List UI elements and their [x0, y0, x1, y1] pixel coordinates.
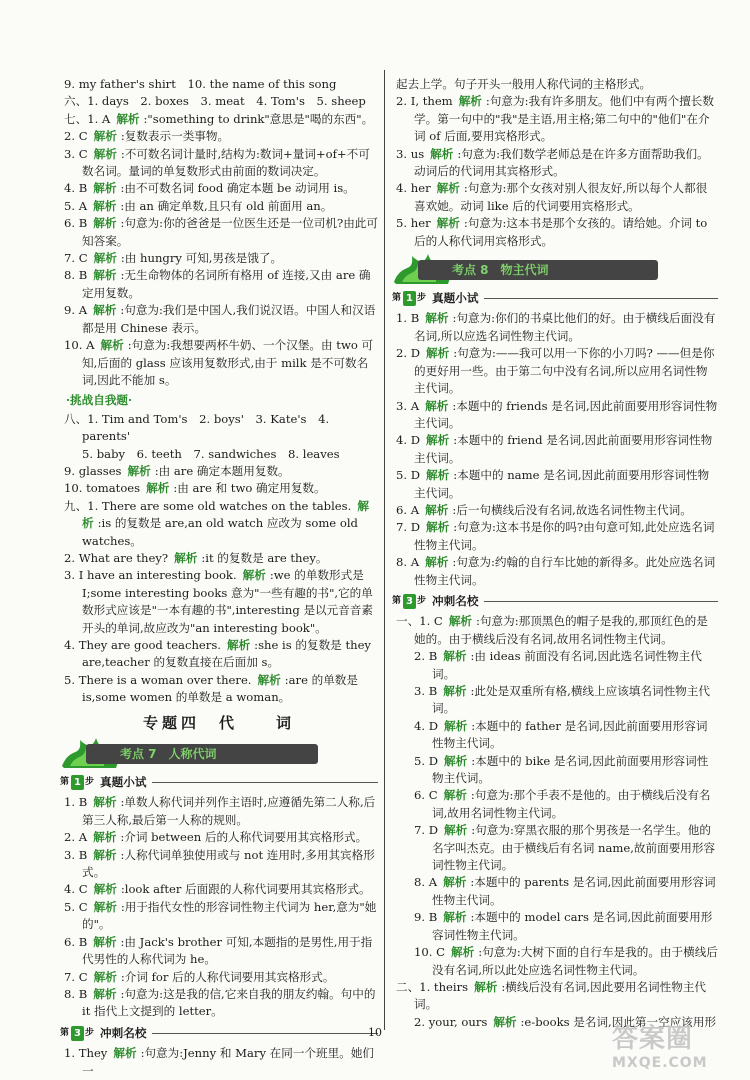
answer-entry	[60, 567, 378, 637]
explanation-text: :由 Jack's brother 可知,本题指的是男性,用于指代男性的人称代词为 he。	[82, 934, 373, 967]
keyword-label: 解析	[242, 568, 266, 583]
answer-number: 七、1. A	[64, 111, 111, 126]
answer-entry	[392, 874, 718, 909]
answer-number: 8. A	[414, 875, 438, 890]
answer-entry	[392, 146, 718, 181]
keyword-label: 解析	[436, 181, 460, 196]
explanation-text: :介词 between 后的人称代词要用其宾格形式。	[120, 830, 368, 845]
explanation-text: :句意为:我们是中国人,我们说汉语。中国人和汉语都是用 Chinese 表示。	[82, 303, 376, 335]
answer-number: 2. B	[414, 649, 438, 664]
answer-number: 9. A	[64, 303, 88, 318]
answer-entry	[392, 753, 718, 788]
answer-number: 一、1. C	[396, 614, 443, 629]
answer-entry	[60, 463, 378, 480]
explanation-text: :由 an 确定单数,且只有 old 前面用 an。	[120, 198, 333, 213]
step-label: 冲刺名校	[100, 1025, 147, 1040]
explanation-text: :句意为:你们的书桌比他们的好。由于横线后面没有名词,所以应选名词性物主代词。	[414, 311, 716, 343]
explanation-text: :由 are 和 two 确定用复数。	[173, 481, 326, 496]
answer-entry	[392, 345, 718, 397]
answer-number: 2. your, ours	[414, 1014, 488, 1029]
answer-number: 3. B	[414, 684, 438, 698]
banner-kaodian-7	[60, 736, 378, 770]
step-3-heading: 第 3 步 冲刺名校	[392, 593, 718, 610]
keyword-label: 解析	[226, 638, 251, 652]
answer-number: 4. C	[64, 882, 88, 897]
answer-entry	[60, 215, 378, 250]
explanation-text: :句意为:大树下面的自行车是我的。由于横线后没有名词,所以此处应选名词性物主代词。	[432, 945, 718, 977]
explanation-text: :由 ideas 前面没有名词,因此选名词性物主代词。	[432, 649, 702, 681]
keyword-label: 解析	[444, 753, 468, 768]
answer-entry	[60, 180, 378, 197]
answer-entry	[60, 480, 378, 497]
keyword-label: 解析	[426, 346, 450, 361]
keyword-label: 解析	[93, 830, 117, 845]
explanation-text: :句意为:约翰的自行车比她的新得多。此处应选名词性物主代词。	[414, 555, 716, 587]
answer-entry	[392, 467, 718, 502]
answer-number: 6. B	[64, 934, 88, 949]
step-label: 真题小试	[432, 291, 479, 306]
answer-number: 3. us	[396, 146, 425, 161]
step-1-heading: 第 1 步 真题小试	[392, 290, 718, 307]
keyword-label: 解析	[93, 216, 117, 231]
answer-number: 二、1. theirs	[396, 979, 469, 994]
answer-number: 2. I, them	[396, 94, 453, 109]
keyword-label: 解析	[444, 718, 468, 733]
answer-number: 5. There is a woman over there.	[64, 672, 252, 687]
answer-number: 7. C	[64, 969, 88, 984]
answer-number: 5. her	[396, 216, 431, 231]
explanation-text: :本题中的 model cars 是名词,因此前面要用形容词性物主代词。	[432, 910, 713, 942]
keyword-label: 解析	[93, 847, 117, 862]
keyword-label: 解析	[127, 463, 151, 478]
keyword-label: 解析	[82, 498, 369, 531]
keyword-label: 解析	[425, 555, 449, 570]
answer-entry	[392, 718, 718, 753]
keyword-label: 解析	[93, 181, 117, 196]
answer-number: 4. her	[396, 181, 431, 196]
explanation-text: :本题中的 friends 是名词,因此前面要用形容词性物主代词。	[414, 398, 718, 430]
keyword-label: 解析	[426, 520, 450, 535]
answer-entry	[392, 909, 718, 944]
answer-number: 3. C	[64, 146, 88, 161]
keyword-label: 解析	[93, 146, 117, 161]
explanation-text: :无生命物体的名词所有格用 of 连接,又由 are 确定用复数。	[82, 268, 371, 300]
explanation-text: :本题中的 friend 是名词,因此前面要用形容词性物主代词。	[414, 433, 713, 465]
answer-entry	[60, 302, 378, 337]
answer-line: 9. my father's shirt 10. the name of this song	[64, 77, 337, 91]
step-1-heading: 第 1 步 真题小试	[60, 774, 378, 791]
answer-number: 4. D	[414, 718, 439, 733]
answer-entry	[392, 554, 718, 589]
keyword-label: 解析	[257, 672, 281, 687]
answer-number: 5. A	[64, 198, 88, 213]
answer-entry	[60, 881, 378, 898]
step-number: 1	[403, 291, 416, 306]
step-number: 3	[71, 1026, 84, 1041]
answer-entry	[60, 267, 378, 302]
step-number: 3	[403, 594, 416, 609]
answer-number: 8. B	[64, 986, 88, 1001]
explanation-text: :不可数名词计量时,结构为:数词+量词+of+不可数名词。量词的单复数形式由前面的数词决定。	[82, 146, 370, 179]
answer-number: 4. D	[396, 433, 421, 448]
section-seven	[60, 111, 378, 390]
keyword-label: 解析	[474, 979, 498, 994]
keyword-label: 解析	[93, 934, 117, 949]
explanation-text: :句意为:我有许多朋友。他们中有两个擅长数学。第一句中的"我"是主语,用主格;第二句中的"他们"在介词 of 后面,要用宾格形式。	[414, 94, 714, 144]
keyword-label: 解析	[93, 795, 117, 810]
explanation-text: :句意为:Jenny 和 Mary 在同一个班里。她们一	[82, 1046, 375, 1078]
explanation-text: :本题中的 bike 是名词,因此前面要用形容词性物主代词。	[432, 753, 709, 786]
answer-entry	[392, 310, 718, 345]
keyword-label: 解析	[443, 684, 467, 698]
explanation-text: :此处是双重所有格,横线上应该填名词性物主代词。	[432, 684, 710, 716]
answer-number: 1. B	[64, 795, 88, 810]
step-number: 1	[71, 775, 84, 790]
answer-number: 2. A	[64, 830, 88, 845]
topic-title: 专题四 代 词	[142, 713, 295, 732]
answer-number: 2. What are they?	[64, 550, 169, 565]
banner-kaodian-8	[392, 252, 718, 286]
explanation-text: :横线后没有名词,因此要用名词性物主代词。	[414, 979, 707, 1012]
explanation-text: :人称代词单独使用或与 not 连用时,多用其宾格形式。	[82, 847, 375, 880]
answer-number: 2. C	[64, 129, 88, 144]
explanation-text: :复数表示一类事物。	[120, 129, 230, 144]
explanation-text: :is 的复数是 are,an old watch 应改为 some old watches。	[82, 516, 358, 548]
answer-entry	[392, 93, 718, 145]
explanation-text: :look after 后面跟的人称代词要用其宾格形式。	[120, 882, 371, 897]
answer-number: 6. C	[414, 788, 438, 803]
keyword-label: 解析	[443, 910, 467, 925]
answer-entry	[392, 519, 718, 554]
answer-line: 六、1. days 2. boxes 3. meat 4. Tom's 5. sheep	[64, 94, 366, 109]
explanation-text: :句意为:这本书是那个女孩的。请给她。介词 to 后的人称代词用宾格形式。	[414, 216, 708, 248]
answer-entry	[392, 822, 718, 874]
keyword-label: 解析	[146, 481, 170, 496]
explanation-text: :句意为:我想要两杯牛奶、一个汉堡。由 two 可知,后面的 glass 应该用复数形式,由于 milk 是不可数名词,因此不能加 s。	[82, 338, 374, 387]
answer-number: 9. glasses	[64, 463, 122, 478]
keyword-label: 解析	[448, 614, 473, 629]
watermark-logo: 答案圈 MXQE.COM	[612, 1024, 708, 1071]
answer-entry	[60, 146, 378, 181]
answer-number: 5. D	[396, 468, 421, 483]
keyword-label: 解析	[100, 338, 124, 353]
answer-number: 6. A	[396, 502, 420, 517]
answer-number: 10. tomatoes	[64, 481, 141, 496]
answer-number: 九、1. There are some old watches on the tables.	[64, 498, 352, 513]
section-nine	[60, 498, 378, 707]
answer-entry	[392, 215, 718, 250]
answer-entry	[60, 672, 378, 707]
explanation-text: :由 are 确定本题用复数。	[154, 463, 290, 478]
explanation-text: :本题中的 father 是名词,因此前面要用形容词性物主代词。	[432, 718, 708, 751]
keyword-label: 解析	[443, 788, 467, 803]
explanation-text: :本题中的 parents 是名词,因此前面要用形容词性物主代词。	[432, 875, 716, 907]
answer-entry	[60, 337, 378, 389]
explanation-text: :句意为:那个女孩对别人很友好,所以每个人都很喜欢她。动词 like 后的代词要用宾格形式。	[414, 181, 708, 213]
carry-line: 起去上学。句子开头一般用人称代词的主格形式。	[396, 77, 652, 91]
keyword-label: 解析	[444, 823, 468, 838]
keyword-label: 解析	[443, 649, 467, 664]
answer-entry	[60, 794, 378, 829]
keyword-label: 解析	[430, 146, 454, 161]
answer-number: 6. B	[64, 216, 88, 231]
explanation-text: :句意为:我们数学老师总是在许多方面帮助我们。动词后的代词用其宾格形式。	[414, 146, 709, 179]
keyword-label: 解析	[425, 398, 449, 413]
keyword-label: 解析	[426, 433, 450, 448]
answer-number: 4. They are good teachers.	[64, 638, 221, 652]
keyword-label: 解析	[451, 945, 475, 960]
answer-entry	[60, 969, 378, 986]
answer-number: 7. D	[414, 823, 439, 838]
explanation-text: :句意为:你的爸爸是一位医生还是一位司机?由此可知答案。	[82, 216, 378, 248]
page-number: 10	[368, 1026, 382, 1039]
answer-number: 10. A	[64, 338, 95, 353]
explanation-text: :本题中的 name 是名词,因此前面要用形容词性物主代词。	[414, 468, 710, 500]
right-s3-items	[392, 613, 718, 1031]
section-eight-b	[60, 463, 378, 498]
explanation-text: :it 的复数是 are they。	[201, 550, 328, 565]
answer-entry	[392, 683, 718, 718]
answer-number: 2. D	[396, 346, 421, 361]
keyword-label: 解析	[443, 875, 467, 890]
answer-entry	[60, 498, 378, 550]
answer-number: 7. D	[396, 520, 421, 535]
answer-number: 1. B	[396, 311, 420, 326]
explanation-text: :介词 for 后的人称代词要用其宾格形式。	[120, 969, 335, 984]
keyword-label: 解析	[426, 468, 450, 483]
explanation-text: :句意为:穿黑衣服的那个男孩是一名学生。他的名字叫杰克。由于横线后有名词 name,故前面要用形容词性物主代词。	[432, 823, 716, 873]
explanation-text: :单数人称代词并列作主语时,应遵循先第二人称,后第三人称,最后第一人称的规则。	[82, 795, 376, 827]
answer-entry	[392, 432, 718, 467]
step-label: 冲刺名校	[432, 593, 479, 608]
answer-entry	[60, 899, 378, 934]
right-items	[392, 93, 718, 250]
answer-number: 7. C	[64, 251, 88, 266]
answer-entry	[392, 979, 718, 1014]
answer-line: 5. baby 6. teeth 7. sandwiches 8. leaves	[82, 446, 340, 461]
answer-entry	[60, 550, 378, 567]
keyword-label: 解析	[174, 550, 198, 565]
answer-entry	[60, 829, 378, 846]
keyword-label: 解析	[113, 1046, 137, 1061]
answer-number: 1. They	[64, 1046, 108, 1061]
answer-entry	[60, 111, 378, 128]
answer-entry	[60, 847, 378, 882]
answer-line: 八、1. Tim and Tom's 2. boys' 3. Kate's 4. parents'	[64, 411, 330, 444]
keyword-label: 解析	[93, 986, 117, 1001]
answer-entry	[392, 648, 718, 683]
explanation-text: :句意为:那个手表不是他的。由于横线后没有名词,故用名词性物主代词。	[432, 788, 711, 820]
keyword-label: 解析	[93, 129, 117, 144]
answer-number: 8. B	[64, 268, 88, 283]
explanation-text: :后一句横线后没有名词,故选名词性物主代词。	[452, 502, 692, 517]
keyword-label: 解析	[116, 111, 140, 126]
column-divider	[384, 70, 385, 1030]
left-s1-items	[60, 794, 378, 1020]
keyword-label: 解析	[93, 969, 117, 984]
keyword-label: 解析	[93, 251, 117, 266]
explanation-text: :e-books 是名词,因此第一空应该用形	[520, 1014, 717, 1029]
banner-text: 考点 7 人称代词	[86, 744, 318, 764]
keyword-label: 解析	[93, 198, 117, 213]
step-label: 真题小试	[100, 775, 147, 790]
explanation-text: :句意为:——我可以用一下你的小刀吗? ——但是你的更好用一些。由于第二句中没有名词,所以应用名词性物主代词。	[414, 346, 715, 396]
answer-entry	[392, 180, 718, 215]
answer-number: 5. C	[64, 899, 88, 914]
keyword-label: 解析	[425, 502, 449, 517]
answer-entry	[392, 398, 718, 433]
answer-entry	[392, 787, 718, 822]
answer-entry	[60, 986, 378, 1021]
keyword-label: 解析	[425, 311, 449, 326]
answer-entry	[392, 502, 718, 519]
keyword-label: 解析	[458, 94, 482, 109]
answer-number: 10. C	[414, 945, 445, 960]
answer-number: 8. A	[396, 555, 420, 570]
answer-entry	[60, 250, 378, 267]
section-eight	[60, 411, 378, 463]
keyword-label: 解析	[436, 216, 460, 231]
explanation-text: :are 的单数是 is,some women 的单数是 a woman。	[82, 672, 358, 705]
explanation-text: :句意为:那顶黑色的帽子是我的,那顶红色的是她的。由于横线后没有名词,故用名词性物主代词。	[414, 614, 708, 646]
explanation-text: :用于指代女性的形容词性物主代词为 her,意为"她的"。	[82, 899, 377, 932]
answer-entry	[60, 637, 378, 672]
answer-number: 3. A	[396, 398, 420, 413]
keyword-label: 解析	[93, 303, 117, 318]
explanation-text: :句意为:这是我的信,它来自我的朋友约翰。句中的 it 指代上文提到的 letter。	[82, 986, 376, 1019]
keyword-label: 解析	[93, 882, 117, 897]
answer-entry	[392, 944, 718, 979]
left-s3-items	[60, 1045, 378, 1080]
keyword-label: 解析	[93, 899, 117, 914]
keyword-label: 解析	[493, 1014, 517, 1029]
explanation-text: :由 hungry 可知,男孩是饿了。	[120, 251, 283, 266]
top-lines	[60, 76, 378, 111]
answer-number: 4. B	[64, 181, 88, 196]
keyword-label: 解析	[93, 268, 117, 283]
explanation-text: :句意为:这本书是你的吗?由句意可知,此处应选名词性物主代词。	[414, 520, 715, 552]
challenge-label: ·挑战自我题·	[66, 393, 133, 408]
left-column	[60, 76, 378, 1080]
answer-entry	[392, 613, 718, 648]
answer-number: 3. B	[64, 847, 88, 862]
right-s1-items	[392, 310, 718, 589]
answer-number: 3. I have an interesting book.	[64, 568, 237, 583]
answer-entry	[60, 1045, 378, 1080]
banner-text: 考点 8 物主代词	[418, 260, 658, 280]
explanation-text: :由不可数名词 food 确定本题 be 动词用 is。	[120, 181, 355, 196]
answer-entry	[60, 128, 378, 145]
explanation-text: :she is 的复数是 they are,teacher 的复数直接在后面加 s。	[82, 638, 371, 670]
answer-entry	[60, 198, 378, 215]
answer-entry	[60, 934, 378, 969]
answer-number: 5. D	[414, 753, 439, 768]
step-3-heading: 第 3 步 冲刺名校	[60, 1025, 378, 1042]
right-column	[392, 76, 718, 1031]
answer-number: 9. B	[414, 910, 438, 925]
explanation-text: :"something to drink"意思是"喝的东西"。	[143, 111, 374, 126]
explanation-text: :we 的单数形式是 I;some interesting books 意为"一些有趣的书",它的单数形式应该是"一本有趣的书",interesting 是以元音音素开头的单词,故应改为"an interesting book"。	[82, 568, 374, 635]
